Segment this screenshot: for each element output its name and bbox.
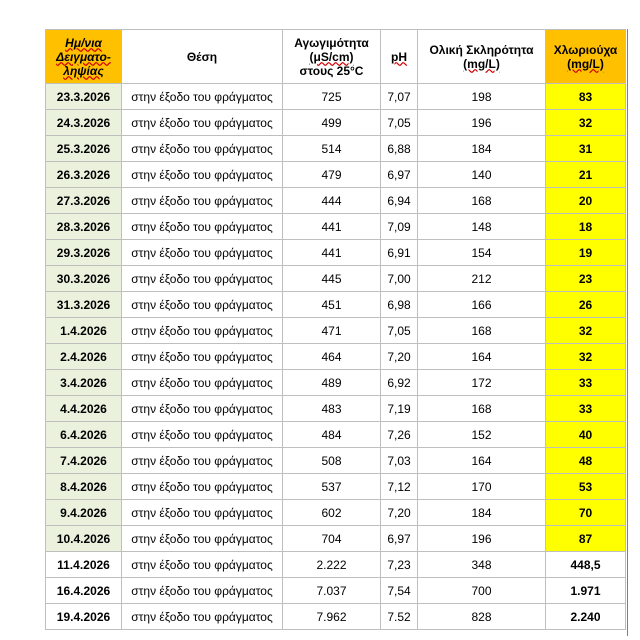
- conductivity-cell: 7.962: [283, 604, 381, 630]
- ph-cell: 7,19: [381, 396, 418, 422]
- ph-cell: 7,54: [381, 578, 418, 604]
- hardness-cell: 140: [418, 162, 546, 188]
- ph-cell: 6,98: [381, 292, 418, 318]
- place-cell: στην έξοδο του φράγματος: [122, 396, 283, 422]
- conductivity-cell: 444: [283, 188, 381, 214]
- chlorides-cell: 2.240: [546, 604, 626, 630]
- header-place: Θέση: [122, 30, 283, 84]
- table-row: [46, 188, 626, 214]
- conductivity-cell: 704: [283, 526, 381, 552]
- water-quality-table: [45, 29, 626, 630]
- place-cell: στην έξοδο του φράγματος: [122, 370, 283, 396]
- hardness-cell: 164: [418, 344, 546, 370]
- place-cell: στην έξοδο του φράγματος: [122, 526, 283, 552]
- place-cell: στην έξοδο του φράγματος: [122, 474, 283, 500]
- place-cell: στην έξοδο του φράγματος: [122, 240, 283, 266]
- header-conductivity-unit: (μS/cm): [309, 49, 354, 64]
- conductivity-cell: 514: [283, 136, 381, 162]
- ph-cell: 7,09: [381, 214, 418, 240]
- ph-cell: 7,05: [381, 110, 418, 136]
- date-cell: 16.4.2026: [46, 578, 122, 604]
- ph-cell: 7,03: [381, 448, 418, 474]
- header-chlorides-unit: (mg/L): [567, 56, 604, 71]
- date-cell: 1.4.2026: [46, 318, 122, 344]
- ph-cell: 7,12: [381, 474, 418, 500]
- date-cell: 10.4.2026: [46, 526, 122, 552]
- chlorides-cell: 33: [546, 396, 626, 422]
- conductivity-cell: 441: [283, 240, 381, 266]
- hardness-cell: 198: [418, 84, 546, 110]
- chlorides-cell: 26: [546, 292, 626, 318]
- chlorides-cell: 53: [546, 474, 626, 500]
- place-cell: στην έξοδο του φράγματος: [122, 136, 283, 162]
- header-hardness-label: Ολική Σκληρότητα: [429, 42, 534, 57]
- hardness-cell: 164: [418, 448, 546, 474]
- header-row: [46, 30, 626, 84]
- header-date-label: Ημ/νια Δειγματο-ληψίας: [56, 35, 111, 78]
- ph-cell: 7,23: [381, 552, 418, 578]
- table-row: [46, 344, 626, 370]
- table-row: [46, 318, 626, 344]
- date-cell: 30.3.2026: [46, 266, 122, 292]
- conductivity-cell: 483: [283, 396, 381, 422]
- hardness-cell: 172: [418, 370, 546, 396]
- table-row: [46, 578, 626, 604]
- date-cell: 8.4.2026: [46, 474, 122, 500]
- chlorides-cell: 32: [546, 110, 626, 136]
- chlorides-cell: 1.971: [546, 578, 626, 604]
- conductivity-cell: 464: [283, 344, 381, 370]
- table-row: [46, 240, 626, 266]
- conductivity-cell: 479: [283, 162, 381, 188]
- chlorides-cell: 83: [546, 84, 626, 110]
- table-row: [46, 604, 626, 630]
- place-cell: στην έξοδο του φράγματος: [122, 344, 283, 370]
- hardness-cell: 348: [418, 552, 546, 578]
- date-cell: 7.4.2026: [46, 448, 122, 474]
- date-cell: 2.4.2026: [46, 344, 122, 370]
- ph-cell: 6,97: [381, 162, 418, 188]
- table-row: [46, 396, 626, 422]
- header-hardness-unit: (mg/L): [463, 56, 500, 71]
- place-cell: στην έξοδο του φράγματος: [122, 448, 283, 474]
- hardness-cell: 184: [418, 136, 546, 162]
- header-chlorides-label: Χλωριούχα: [553, 42, 618, 57]
- date-cell: 6.4.2026: [46, 422, 122, 448]
- chlorides-cell: 48: [546, 448, 626, 474]
- ph-cell: 6,92: [381, 370, 418, 396]
- chlorides-cell: 20: [546, 188, 626, 214]
- hardness-cell: 828: [418, 604, 546, 630]
- chlorides-cell: 32: [546, 318, 626, 344]
- header-conductivity: [283, 30, 381, 84]
- ph-cell: 7,00: [381, 266, 418, 292]
- conductivity-cell: 537: [283, 474, 381, 500]
- conductivity-cell: 441: [283, 214, 381, 240]
- ph-cell: 7.52: [381, 604, 418, 630]
- place-cell: στην έξοδο του φράγματος: [122, 214, 283, 240]
- date-cell: 27.3.2026: [46, 188, 122, 214]
- table-row: [46, 266, 626, 292]
- ph-cell: 7,07: [381, 84, 418, 110]
- place-cell: στην έξοδο του φράγματος: [122, 578, 283, 604]
- hardness-cell: 196: [418, 526, 546, 552]
- table-row: [46, 84, 626, 110]
- conductivity-cell: 489: [283, 370, 381, 396]
- date-cell: 3.4.2026: [46, 370, 122, 396]
- conductivity-cell: 725: [283, 84, 381, 110]
- ph-cell: 6,88: [381, 136, 418, 162]
- place-cell: στην έξοδο του φράγματος: [122, 318, 283, 344]
- date-cell: 9.4.2026: [46, 500, 122, 526]
- place-cell: στην έξοδο του φράγματος: [122, 500, 283, 526]
- chlorides-cell: 31: [546, 136, 626, 162]
- header-ph: [381, 30, 418, 84]
- header-ph-label: pH: [391, 49, 407, 64]
- ph-cell: 7,20: [381, 500, 418, 526]
- conductivity-cell: 445: [283, 266, 381, 292]
- hardness-cell: 212: [418, 266, 546, 292]
- table-row: [46, 110, 626, 136]
- table-row: [46, 136, 626, 162]
- hardness-cell: 184: [418, 500, 546, 526]
- page-edge-line: [627, 29, 628, 636]
- conductivity-cell: 602: [283, 500, 381, 526]
- conductivity-cell: 451: [283, 292, 381, 318]
- date-cell: 23.3.2026: [46, 84, 122, 110]
- hardness-cell: 166: [418, 292, 546, 318]
- place-cell: στην έξοδο του φράγματος: [122, 552, 283, 578]
- chlorides-cell: 40: [546, 422, 626, 448]
- header-chlorides: [546, 30, 626, 84]
- hardness-cell: 170: [418, 474, 546, 500]
- table-row: [46, 214, 626, 240]
- table-row: [46, 162, 626, 188]
- table-row: [46, 500, 626, 526]
- place-cell: στην έξοδο του φράγματος: [122, 266, 283, 292]
- hardness-cell: 168: [418, 188, 546, 214]
- place-cell: στην έξοδο του φράγματος: [122, 84, 283, 110]
- ph-cell: 7,20: [381, 344, 418, 370]
- hardness-cell: 700: [418, 578, 546, 604]
- hardness-cell: 148: [418, 214, 546, 240]
- hardness-cell: 168: [418, 318, 546, 344]
- table-row: [46, 292, 626, 318]
- place-cell: στην έξοδο του φράγματος: [122, 604, 283, 630]
- chlorides-cell: 33: [546, 370, 626, 396]
- date-cell: 11.4.2026: [46, 552, 122, 578]
- date-cell: 19.4.2026: [46, 604, 122, 630]
- date-cell: 28.3.2026: [46, 214, 122, 240]
- table-row: [46, 552, 626, 578]
- conductivity-cell: 7.037: [283, 578, 381, 604]
- ph-cell: 6,91: [381, 240, 418, 266]
- table-row: [46, 370, 626, 396]
- table-row: [46, 526, 626, 552]
- hardness-cell: 154: [418, 240, 546, 266]
- conductivity-cell: 484: [283, 422, 381, 448]
- conductivity-cell: 508: [283, 448, 381, 474]
- hardness-cell: 168: [418, 396, 546, 422]
- date-cell: 24.3.2026: [46, 110, 122, 136]
- header-conductivity-temp: στους 25°C: [299, 63, 364, 78]
- place-cell: στην έξοδο του φράγματος: [122, 292, 283, 318]
- table-row: [46, 422, 626, 448]
- ph-cell: 7,26: [381, 422, 418, 448]
- date-cell: 31.3.2026: [46, 292, 122, 318]
- conductivity-cell: 471: [283, 318, 381, 344]
- ph-cell: 6,94: [381, 188, 418, 214]
- place-cell: στην έξοδο του φράγματος: [122, 162, 283, 188]
- chlorides-cell: 23: [546, 266, 626, 292]
- conductivity-cell: 499: [283, 110, 381, 136]
- chlorides-cell: 18: [546, 214, 626, 240]
- date-cell: 29.3.2026: [46, 240, 122, 266]
- hardness-cell: 196: [418, 110, 546, 136]
- header-date: [46, 30, 122, 84]
- chlorides-cell: 19: [546, 240, 626, 266]
- place-cell: στην έξοδο του φράγματος: [122, 422, 283, 448]
- ph-cell: 6,97: [381, 526, 418, 552]
- header-conductivity-label: Αγωγιμότητα: [294, 35, 369, 50]
- table-row: [46, 474, 626, 500]
- conductivity-cell: 2.222: [283, 552, 381, 578]
- chlorides-cell: 70: [546, 500, 626, 526]
- place-cell: στην έξοδο του φράγματος: [122, 188, 283, 214]
- chlorides-cell: 21: [546, 162, 626, 188]
- ph-cell: 7,05: [381, 318, 418, 344]
- header-hardness: [418, 30, 546, 84]
- hardness-cell: 152: [418, 422, 546, 448]
- chlorides-cell: 448,5: [546, 552, 626, 578]
- chlorides-cell: 87: [546, 526, 626, 552]
- place-cell: στην έξοδο του φράγματος: [122, 110, 283, 136]
- table-row: [46, 448, 626, 474]
- date-cell: 26.3.2026: [46, 162, 122, 188]
- date-cell: 25.3.2026: [46, 136, 122, 162]
- chlorides-cell: 32: [546, 344, 626, 370]
- date-cell: 4.4.2026: [46, 396, 122, 422]
